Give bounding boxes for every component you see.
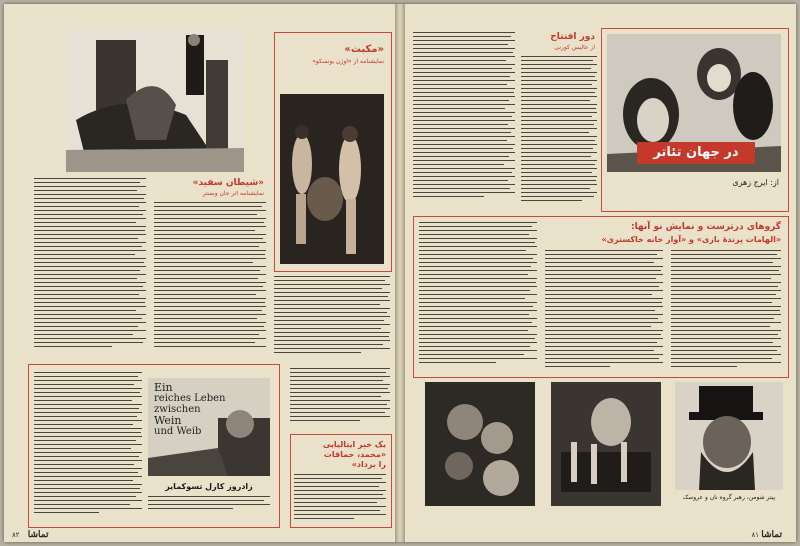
macbeth-text (274, 276, 390, 360)
magazine-spread (4, 4, 796, 542)
stage-scene-photo (66, 30, 244, 172)
feature-byline: از: ایرج زهری (732, 178, 779, 187)
left-magazine-name: تماشا (27, 530, 49, 540)
bread-puppet-text-right (671, 250, 781, 372)
left-footer (12, 530, 387, 540)
bread-puppet-subheadline: «الهامات پرندهٔ بازی» و «آواز خانه خاکستری» (601, 235, 781, 244)
macbeth-subtitle: نمایشنامه از «اوژن یونسکو» (312, 58, 384, 65)
feature-banner-image (607, 34, 781, 172)
right-magazine-name: تماشا (761, 530, 782, 540)
italian-news-headline: یک خبر ایتالیایی «محمد، حماقات را برداد» (322, 440, 386, 469)
right-page (405, 4, 796, 542)
puppets-photo-2 (551, 382, 661, 506)
bread-puppet-text-left (419, 222, 537, 372)
page-gutter (395, 4, 405, 542)
schumann-caption: پیتر شومن، رهبر گروه نان و عروسک (682, 494, 776, 501)
macbeth-photo (280, 94, 384, 264)
right-footer (413, 530, 788, 540)
white-devil-text-right (154, 202, 266, 350)
right-top-text-left (413, 32, 515, 208)
left-page (4, 4, 395, 542)
zuckmayer-text (34, 372, 142, 520)
bread-puppet-text-middle (545, 250, 663, 372)
column-story-headline: دور افتتاح (550, 32, 595, 42)
zuckmayer-caption: زادروز کارل تسوکمایر (165, 482, 253, 491)
italian-news-side-text (290, 368, 390, 428)
white-devil-headline: «شیطان سفید» (192, 178, 264, 188)
feature-title-ribbon: در جهان تئاتر (637, 142, 755, 164)
column-story-text (521, 56, 597, 206)
book-title: Ein reiches Leben zwischen Wein und Weib (154, 381, 226, 437)
column-story-subtitle: از عالیس کورنی (554, 44, 595, 51)
macbeth-headline: «مکبث» (344, 44, 384, 55)
white-devil-subtitle: نمایشنامه اثر جان وبستر (202, 190, 264, 197)
zuckmayer-book-photo (148, 378, 270, 476)
left-page-number: ۸۲ (12, 531, 20, 539)
italian-news-text (294, 474, 386, 522)
zuckmayer-caption-text (148, 496, 270, 520)
white-devil-text-left (34, 178, 146, 350)
bread-puppet-headline: گروهای درترست و نمایش نو آنها: (630, 222, 781, 232)
puppets-photo-1 (425, 382, 535, 506)
peter-schumann-photo (675, 382, 783, 490)
right-page-number: ۸۱ (751, 531, 760, 539)
